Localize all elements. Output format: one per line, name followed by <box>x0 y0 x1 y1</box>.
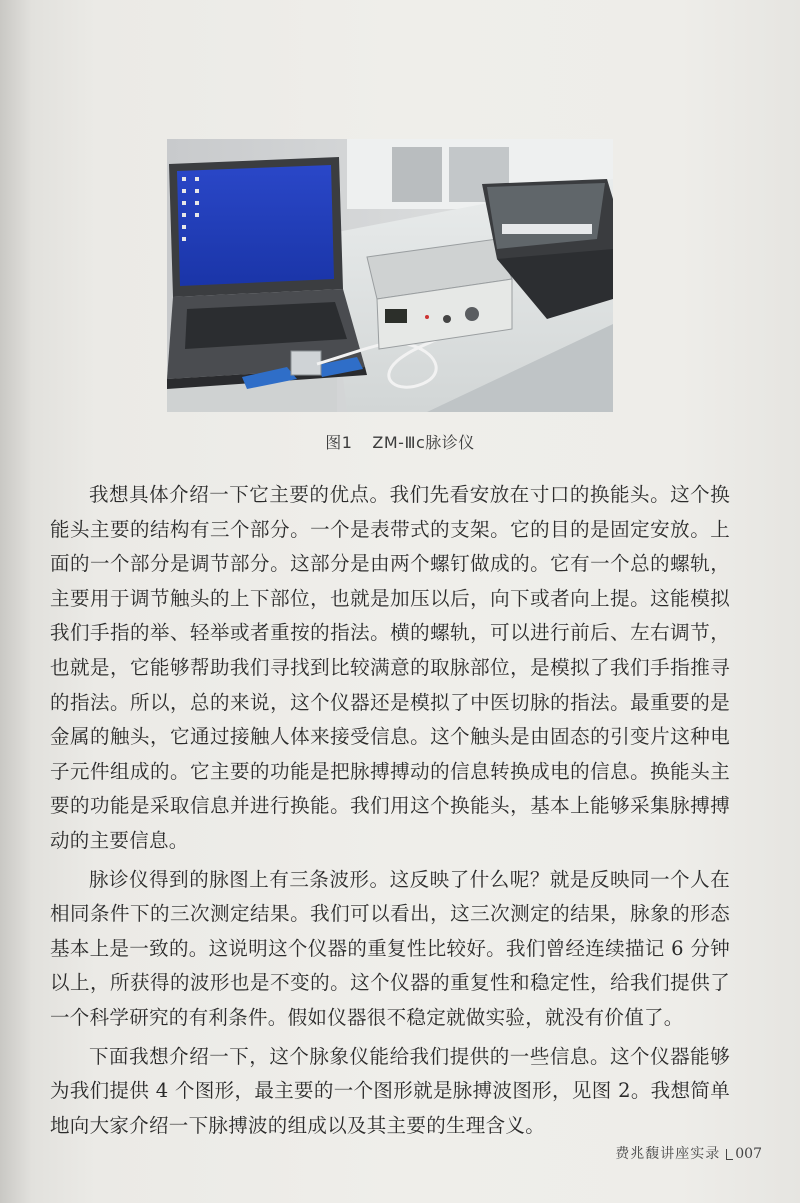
paragraph: 我想具体介绍一下它主要的优点。我们先看安放在寸口的换能头。这个换能头主要的结构有三个部分。一个是表带式的支架。它的目的是固定安放。上面的一个部分是调节部分。这部分是由两个螺钉做成的。它有一个总的螺轨，主要用于调节触头的上下部位，也就是加压以后，向下或者向上提。这能模拟我们手指的举、轻举或者重按的指法。横的螺轨，可以进行前后、左右调节，也就是，它能够帮助我们寻找到比较满意的取脉部位，是模拟了我们手指推寻的指法。所以，总的来说，这个仪器还是模拟了中医切脉的指法。最重要的是金属的触头，它通过接触人体来接受信息。这个触头是由固态的引变片这种电子元件组成的。它主要的功能是把脉搏搏动的信息转换成电的信息。换能头主要的功能是采取信息并进行换能。我们用这个换能头，基本上能够采集脉搏搏动的主要信息。 <box>50 483 730 852</box>
figure-caption <box>0 430 800 453</box>
pulse-diagnosis-device-photo <box>167 139 613 412</box>
figure-title: ZM-Ⅲc脉诊仪 <box>372 433 475 452</box>
book-title: 费兆馥讲座实录 <box>615 1146 721 1162</box>
figure-photo <box>167 139 613 412</box>
page-footer <box>615 1143 762 1163</box>
page-number: 007 <box>735 1146 762 1162</box>
paragraph: 脉诊仪得到的脉图上有三条波形。这反映了什么呢？就是反映同一个人在相同条件下的三次测定结果。我们可以看出，这三次测定的结果，脉象的形态基本上是一致的。这说明这个仪器的重复性比较好。我们曾经连续描记 6 分钟以上，所获得的波形也是不变的。这个仪器的重复性和稳定性，给我们提供了一个科学研究的有利条件。假如仪器很不稳定就做实验，就没有价值了。 <box>50 867 730 1029</box>
paragraph: 下面我想介绍一下，这个脉象仪能给我们提供的一些信息。这个仪器能够为我们提供 4 个图形，最主要的一个图形就是脉搏波图形，见图 2。我想简单地向大家介绍一下脉搏波的组成以及其主要的生理含义。 <box>50 1044 730 1137</box>
figure-number: 图1 <box>325 433 353 452</box>
article-body <box>50 478 730 1143</box>
page-corner-mark <box>726 1149 733 1160</box>
